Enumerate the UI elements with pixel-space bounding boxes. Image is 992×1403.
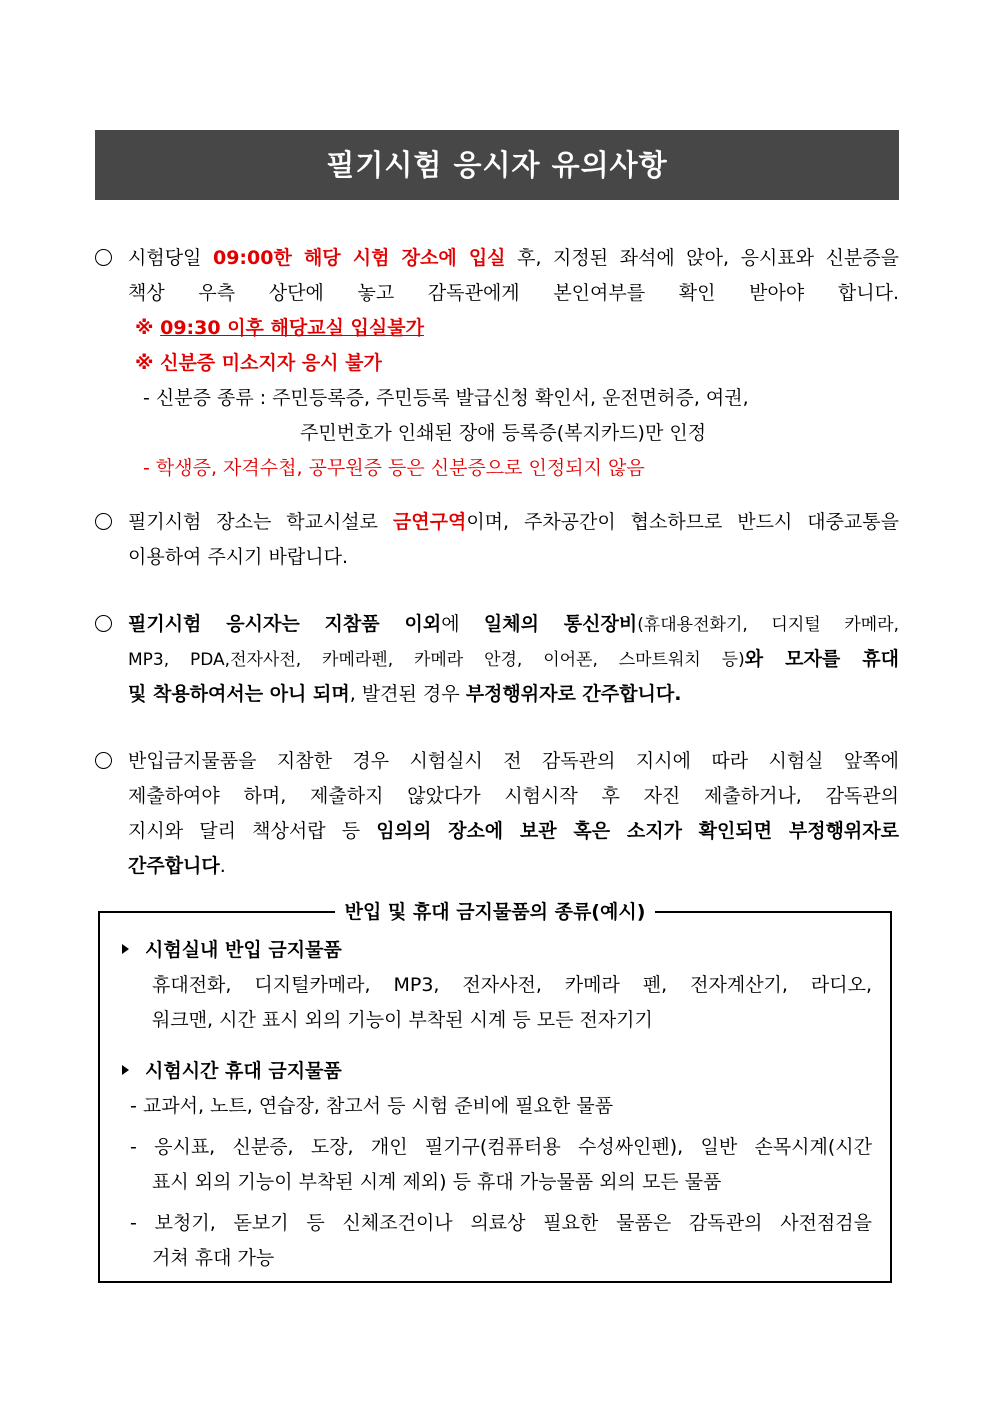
circle-bullet-icon: [95, 249, 112, 266]
box-item: - 응시표, 신분증, 도장, 개인 필기구(컴퓨터용 수성싸인펜), 일반 손목시계(시간: [130, 1136, 872, 1158]
note-mark: ※: [135, 317, 161, 339]
late-entry-text: 09:30 이후 해당교실 입실불가: [160, 317, 424, 339]
page-title: 필기시험 응시자 유의사항: [95, 130, 899, 200]
text: 후, 지정된 좌석에 앉아, 응시표와 신분증을: [505, 247, 899, 269]
section-line: [95, 505, 899, 540]
section-line: [95, 607, 899, 642]
box-item-cont: 거쳐 휴대 가능: [152, 1247, 275, 1269]
section-line: [95, 241, 899, 276]
triangle-bullet-icon: [122, 944, 129, 954]
box-line: 워크맨, 시간 표시 외의 기능이 부착된 시계 등 모든 전자기기: [152, 1009, 653, 1031]
section-line: [95, 849, 899, 884]
id-required-note: ※ 신분증 미소지자 응시 불가: [135, 352, 382, 374]
box-heading: [122, 1054, 872, 1089]
circle-bullet-icon: [95, 513, 112, 530]
late-entry-note: [95, 311, 899, 346]
text: (휴대용전화기, 디지털 카메라,: [637, 615, 900, 635]
section-line: 이용하여 주시기 바랍니다.: [128, 546, 349, 568]
text: 간주합니다: [128, 855, 220, 877]
box-group-entry: [122, 933, 872, 1038]
box-item-cont: 표시 외의 기능이 부착된 시계 제외) 등 휴대 가능물품 외의 모든 물품: [152, 1171, 722, 1193]
notice-section-no-smoking: [95, 505, 899, 575]
entry-time-highlight: 09:00한 해당 시험 장소에 입실: [212, 247, 506, 269]
text: 에: [441, 613, 484, 635]
invalid-id-note: - 학생증, 자격수첩, 공무원증 등은 신분증으로 인정되지 않음: [143, 457, 645, 479]
box-title-text: 반입 및 휴대 금지물품의 종류(예시): [335, 901, 656, 923]
box-item: - 교과서, 노트, 연습장, 참고서 등 시험 준비에 필요한 물품: [130, 1095, 614, 1117]
text: 일체의 통신장비: [483, 613, 638, 635]
text: 시험당일: [128, 247, 213, 269]
section-line: [95, 814, 899, 849]
text: 반입금지물품을 지참한 경우 시험실시 전 감독관의 지시에 따라 시험실 앞쪽에: [128, 750, 899, 772]
id-types-line-2: 주민번호가 인쇄된 장애 등록증(복지카드)만 인정: [300, 422, 707, 444]
text: 필기시험 응시자는 지참품 이외: [128, 613, 442, 635]
notice-section-devices: [95, 607, 899, 712]
id-types-line: - 신분증 종류 : 주민등록증, 주민등록 발급신청 확인서, 운전면허증, 여권,: [143, 387, 749, 409]
section-line: 제출하여야 하며, 제출하지 않았다가 시험시작 후 자진 제출하거나, 감독관의: [128, 785, 899, 807]
box-group-carry: [122, 1054, 872, 1276]
prohibited-items-box: [98, 901, 892, 1283]
circle-bullet-icon: [95, 752, 112, 769]
box-heading-text: 시험실내 반입 금지물품: [145, 939, 342, 961]
text: 필기시험 장소는 학교시설로: [128, 511, 393, 533]
text: 이며, 주차공간이 협소하므로 반드시 대중교통을: [466, 511, 899, 533]
box-heading: [122, 933, 872, 968]
text: 및 착용하여서는 아니 되며: [128, 683, 350, 705]
text: .: [219, 855, 226, 877]
text: 와 모자를 휴대: [744, 648, 899, 670]
text: 부정행위자로 간주합니다.: [465, 683, 682, 705]
text: 지시와 달리 책상서랍 등: [128, 820, 377, 842]
notice-section-entry: [95, 241, 899, 486]
triangle-bullet-icon: [122, 1065, 129, 1075]
notice-section-prohibited: [95, 744, 899, 884]
section-line: [95, 642, 899, 677]
text: MP3, PDA,전자사전, 카메라펜, 카메라 안경, 이어폰, 스마트워치 등): [128, 650, 745, 670]
section-line: 책상 우측 상단에 놓고 감독관에게 본인여부를 확인 받아야 합니다.: [128, 282, 899, 304]
box-line: 휴대전화, 디지털카메라, MP3, 전자사전, 카메라 펜, 전자계산기, 라디오,: [152, 974, 872, 996]
no-smoking-highlight: 금연구역: [392, 511, 467, 533]
section-line: [95, 677, 899, 712]
text: 임의의 장소에 보관 혹은 소지가 확인되면 부정행위자로: [376, 820, 899, 842]
text: , 발견된 경우: [349, 683, 466, 705]
box-title: [100, 897, 890, 927]
box-item: - 보청기, 돋보기 등 신체조건이나 의료상 필요한 물품은 감독관의 사전점검을: [130, 1212, 872, 1234]
section-line: [95, 744, 899, 779]
box-heading-text: 시험시간 휴대 금지물품: [145, 1060, 342, 1082]
circle-bullet-icon: [95, 615, 112, 632]
